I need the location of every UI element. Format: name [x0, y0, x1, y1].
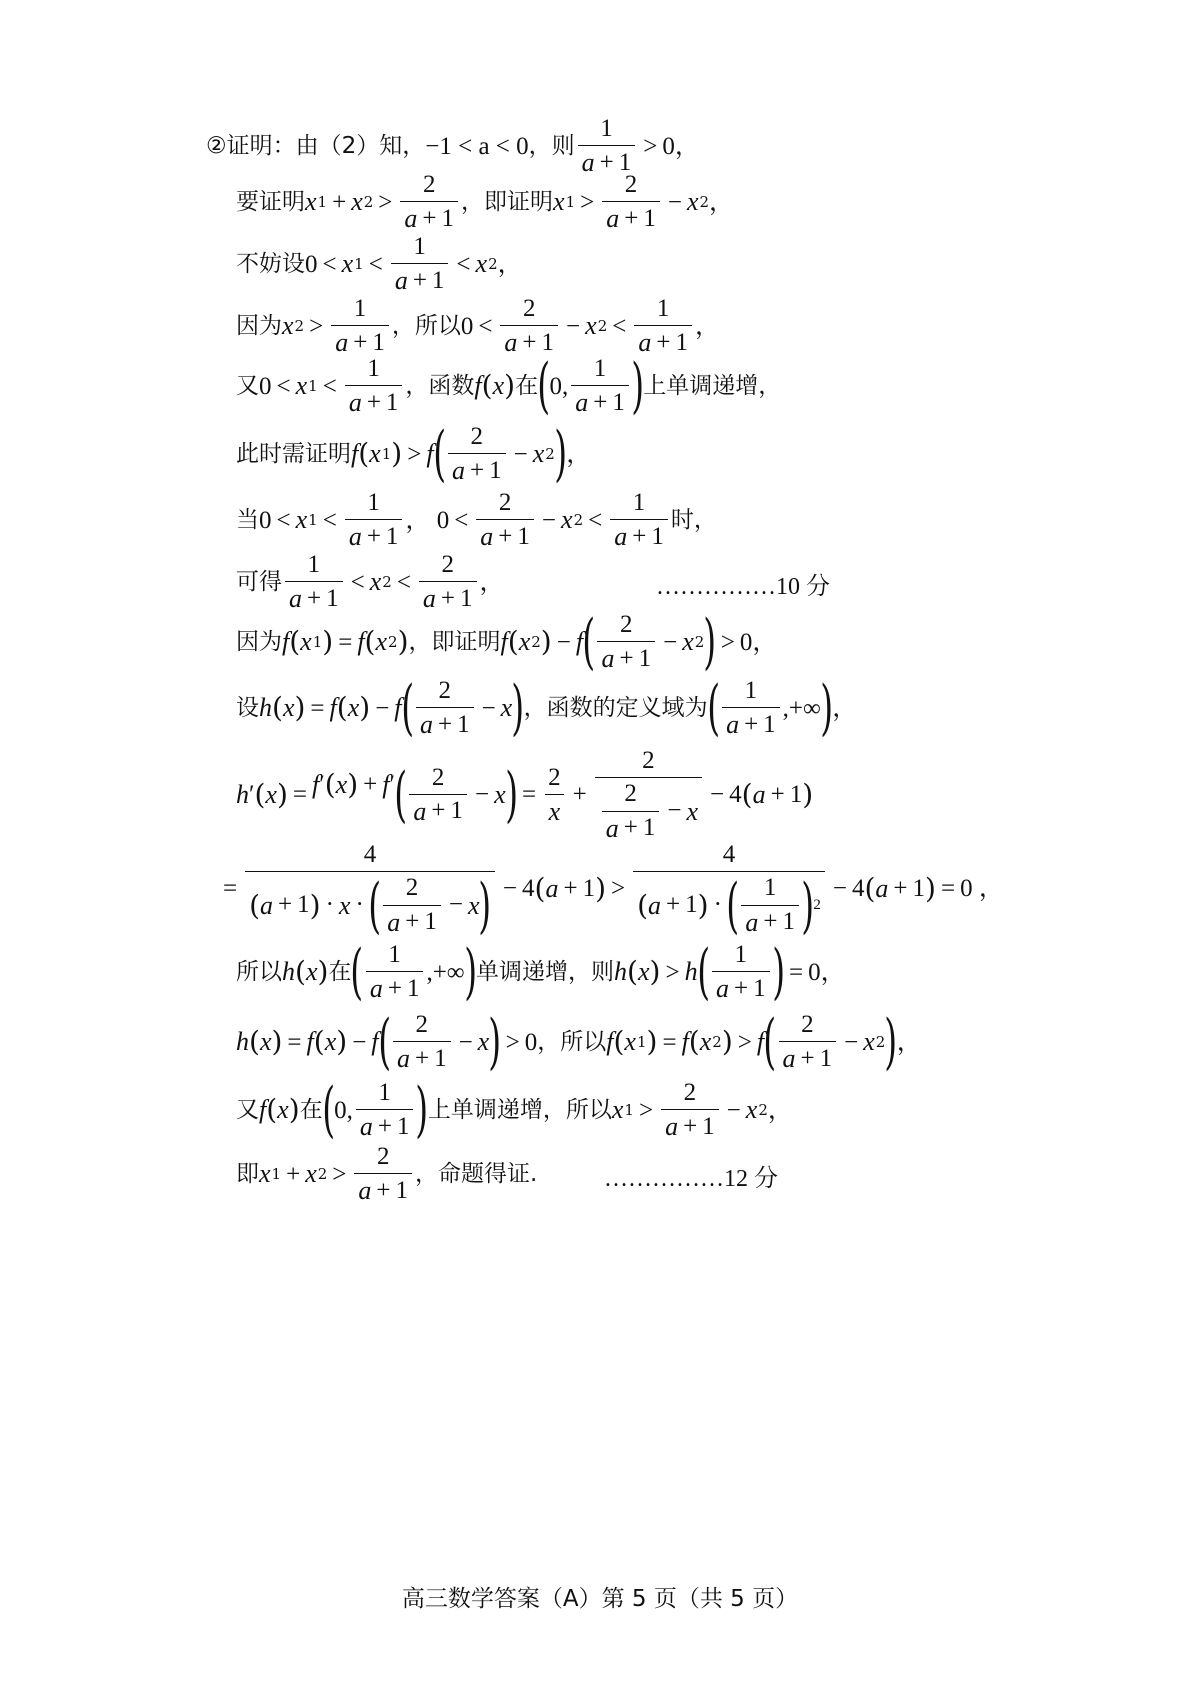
- proof-text: 所以: [236, 958, 282, 985]
- proof-line-10: 设 h ( x ) = f ( x ) − f ( 2 a + 1 − x ) ，函数的定义域为 ( 1 a + 1 ,+∞ ) ，: [236, 673, 858, 744]
- proof-text: ，函数的定义域为: [523, 694, 708, 721]
- proof-text: 要证明: [236, 188, 305, 215]
- proof-text: 可得: [236, 568, 282, 595]
- proof-text: ，则: [528, 132, 575, 159]
- proof-text: 因为: [236, 312, 282, 339]
- proof-line-2: 要证明 x 1 + x 2 > 2 a + 1 ，即证明 x 1 > 2 a + 1 − x 2 ，: [236, 171, 735, 234]
- proof-text: ，即证明: [461, 188, 554, 215]
- proof-text: 又: [236, 1096, 259, 1123]
- proof-line-13: 所以 h ( x ) 在 ( 1 a + 1 ,+∞ ) 单调递增，则 h ( x ) > h ( 1 a + 1 ) = 0，: [236, 937, 846, 1008]
- proof-text: 单调递增，则: [476, 958, 615, 985]
- proof-text: 上单调递增，: [643, 372, 782, 399]
- proof-text: 此时需证明: [236, 440, 351, 467]
- condition-text: −1 < a < 0: [425, 132, 529, 160]
- proof-text: 因为: [236, 628, 282, 655]
- proof-line-15: 又 f ( x ) 在 ( 0, 1 a + 1 ) 上单调递增，所以 x 1 > 2 a + 1 − x 2 ，: [236, 1075, 793, 1146]
- proof-text: 又: [236, 372, 259, 399]
- page-footer: 高三数学答案（A）第 5 页（共 5 页）: [401, 1586, 799, 1612]
- proof-line-1: ②证明：由（2）知， −1 < a < 0 ，则 1 a + 1 > 0 ，: [206, 115, 700, 178]
- proof-text: 不妨设: [236, 250, 305, 277]
- proof-text: ，所以: [391, 312, 461, 339]
- score-mark-10: ……………10 分: [656, 574, 830, 600]
- proof-line-3: 不妨设 0 < x 1 < 1 a + 1 < x 2 ，: [236, 233, 523, 296]
- proof-text: 即: [236, 1160, 259, 1187]
- proof-text: ，函数: [405, 372, 475, 399]
- proof-text: ②证明：由（2）知，: [206, 132, 426, 159]
- proof-line-7: 当 0 < x 1 < 1 a + 1 ， 0 < 2 a + 1 − x 2 < 1 a + 1 时，: [236, 489, 717, 552]
- proof-line-8: 可得 1 a + 1 < x 2 < 2 a + 1 ，: [236, 551, 505, 614]
- proof-text: 当: [236, 506, 259, 533]
- proof-line-16: 即 x 1 + x 2 > 2 a + 1 ，命题得证.: [236, 1143, 538, 1206]
- proof-text: 设: [236, 694, 259, 721]
- proof-line-4: 因为 x 2 > 1 a + 1 ，所以 0 < 2 a + 1 − x 2 < 1 a + 1 ，: [236, 295, 720, 358]
- proof-text: 在: [515, 372, 539, 399]
- score-mark-12: ……………12 分: [604, 1166, 778, 1192]
- proof-text: 上单调递增，所以: [427, 1096, 612, 1123]
- proof-line-6: 此时需证明 f ( x 1 ) > f ( 2 a + 1 − x 2 ) ，: [236, 419, 592, 490]
- proof-text: 在: [328, 958, 352, 985]
- proof-text: ，所以: [537, 1028, 607, 1055]
- proof-text: 时，: [670, 506, 717, 533]
- proof-line-11: h ′ ( x ) = f ′ ( x ) + f ′ ( 2 a + 1 − x ) = $\frac{2}{x}$ + 2 2 a + 1 − x − 4 ( a + 1 ): [236, 747, 814, 843]
- proof-text: ，命题得证.: [415, 1160, 538, 1187]
- proof-line-12: = 4 ( a + 1 ) · x · ( 2 a + 1 − x ) − 4 ( a + 1 ) > 4 ( a + 1 ) · ( 1 a + 1 ) 2 − 4 ( a + 1 ) = 0 ，: [223, 841, 1004, 941]
- proof-text: ，即证明: [408, 628, 501, 655]
- proof-line-5: 又 0 < x 1 < 1 a + 1 ，函数 f ( x ) 在 ( 0, 1 a + 1 ) 上单调递增，: [236, 351, 782, 422]
- proof-text: 在: [299, 1096, 323, 1123]
- proof-line-9: 因为 f ( x 1 ) = f ( x 2 ) ，即证明 f ( x 2 ) − f ( 2 a + 1 − x 2 ) > 0，: [236, 607, 778, 678]
- proof-line-14: h ( x ) = f ( x ) − f ( 2 a + 1 − x ) > 0 ，所以 f ( x 1 ) = f ( x 2 ) > f ( 2 a + 1 − x 2 ) ，: [236, 1007, 922, 1078]
